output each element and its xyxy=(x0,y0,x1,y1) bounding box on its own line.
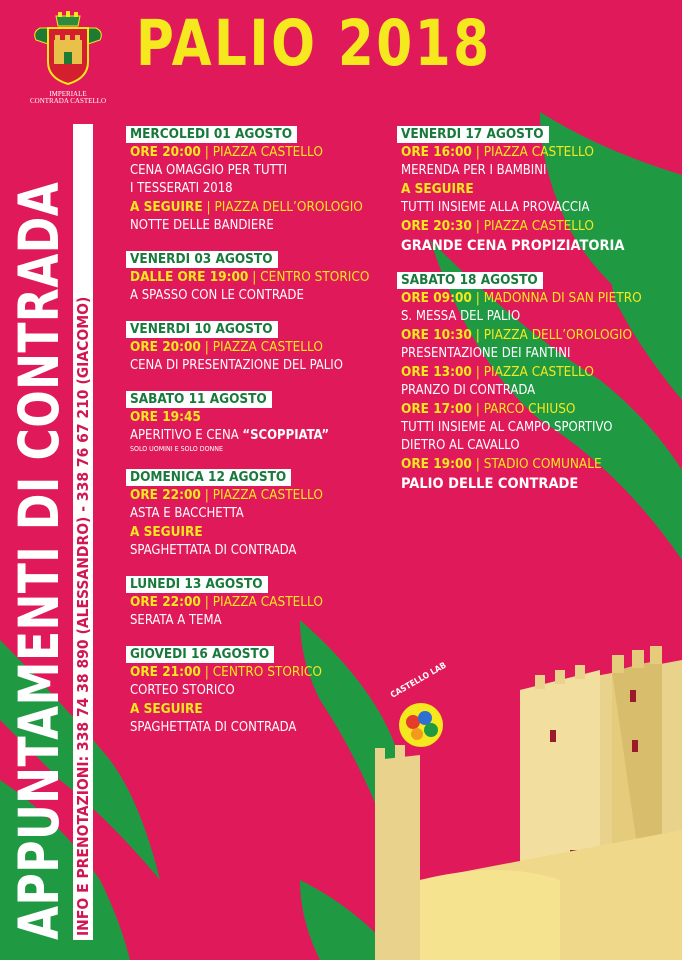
event-description-text: NOTTE DELLE BANDIERE xyxy=(130,218,274,233)
event-description-text: PALIO DELLE CONTRADE xyxy=(401,476,579,492)
spacer xyxy=(130,453,385,466)
event-time: A SEGUIRE xyxy=(130,199,203,215)
event-description-text: APERITIVO E CENA xyxy=(130,428,239,443)
event-place: PARCO CHIUSO xyxy=(483,401,576,417)
event-description xyxy=(130,682,385,700)
event-time: ORE 19:45 xyxy=(130,409,201,425)
event-place: PIAZZA CASTELLO xyxy=(483,364,594,380)
event-block xyxy=(130,305,385,375)
event-time: ORE 20:00 xyxy=(130,339,201,355)
event-description-text: CORTEO STORICO xyxy=(130,683,235,698)
event-block xyxy=(130,375,385,453)
spacer xyxy=(130,375,385,388)
day-header: GIOVEDI 16 AGOSTO xyxy=(126,646,274,663)
event-time: ORE 21:00 xyxy=(130,664,201,680)
event-description-text: DIETRO AL CAVALLO xyxy=(401,438,520,453)
crest-emblem-icon xyxy=(28,10,108,88)
separator: | xyxy=(471,290,484,306)
vertical-banner xyxy=(7,110,120,940)
event-description xyxy=(130,217,385,235)
time-line xyxy=(130,143,385,162)
event-description xyxy=(130,612,385,630)
day-header: VENERDI 17 AGOSTO xyxy=(397,126,549,143)
spacer xyxy=(130,560,385,573)
time-line xyxy=(130,523,385,542)
info-contacts: INFO E PRENOTAZIONI: 338 74 38 890 (ALESSANDRO) - 338 76 67 210 (GIACOMO) xyxy=(73,124,93,940)
day-header: DOMENICA 12 AGOSTO xyxy=(126,469,291,486)
event-place: PIAZZA CASTELLO xyxy=(212,339,323,355)
time-line xyxy=(401,217,676,236)
event-description-text: I TESSERATI 2018 xyxy=(130,181,233,196)
separator: | xyxy=(471,144,484,160)
separator: | xyxy=(471,456,484,472)
day-header: VENERDI 10 AGOSTO xyxy=(126,321,278,338)
time-line xyxy=(130,338,385,357)
event-highlight: “SCOPPIATA” xyxy=(242,428,330,443)
time-line xyxy=(401,363,676,382)
separator: | xyxy=(248,269,261,285)
castello-lab-logo xyxy=(389,660,471,754)
separator: | xyxy=(200,594,213,610)
event-place: CENTRO STORICO xyxy=(212,664,322,680)
event-description xyxy=(130,427,385,445)
event-description-text: TUTTI INSIEME ALLA PROVACCIA xyxy=(401,200,590,215)
day-header: SABATO 18 AGOSTO xyxy=(397,272,543,289)
spacer xyxy=(130,305,385,318)
event-place: PIAZZA CASTELLO xyxy=(212,594,323,610)
event-block xyxy=(130,123,385,235)
time-line xyxy=(130,700,385,719)
separator: | xyxy=(471,401,484,417)
event-place: MADONNA DI SAN PIETRO xyxy=(483,290,642,306)
time-line xyxy=(401,400,676,419)
castello-lab-logo-icon xyxy=(391,690,471,750)
event-description-text: SERATA A TEMA xyxy=(130,613,222,628)
event-time: ORE 10:30 xyxy=(401,327,472,343)
event-place: PIAZZA CASTELLO xyxy=(483,144,594,160)
event-description xyxy=(130,505,385,523)
event-description-text: CENA OMAGGIO PER TUTTI xyxy=(130,163,288,178)
event-description-text: SPAGHETTATA DI CONTRADA xyxy=(130,720,297,735)
event-description-text: S. MESSA DEL PALIO xyxy=(401,309,521,324)
time-line xyxy=(401,326,676,345)
event-time: A SEGUIRE xyxy=(130,701,203,717)
time-line xyxy=(130,486,385,505)
event-description xyxy=(401,419,676,437)
event-description xyxy=(130,719,385,737)
event-description xyxy=(130,162,385,180)
event-block xyxy=(130,560,385,630)
spacer xyxy=(130,630,385,643)
spacer xyxy=(130,235,385,248)
separator: | xyxy=(202,199,215,215)
event-block xyxy=(130,235,385,305)
event-description xyxy=(130,542,385,560)
event-description xyxy=(130,287,385,305)
separator: | xyxy=(200,487,213,503)
time-line xyxy=(401,455,676,474)
event-place: PIAZZA CASTELLO xyxy=(483,218,594,234)
time-line xyxy=(401,180,676,199)
event-description xyxy=(401,382,676,400)
vertical-title: APPUNTAMENTI DI CONTRADA xyxy=(7,181,71,940)
castello-lab-text: CASTELLO LAB xyxy=(389,660,449,701)
event-description xyxy=(130,357,385,375)
event-description-text: TUTTI INSIEME AL CAMPO SPORTIVO xyxy=(401,420,613,435)
event-description-text: A SPASSO CON LE CONTRADE xyxy=(130,288,304,303)
time-line xyxy=(130,198,385,217)
event-description xyxy=(401,474,676,494)
event-description xyxy=(401,236,676,256)
event-description-text: PRESENTAZIONE DEI FANTINI xyxy=(401,346,571,361)
event-time: ORE 22:00 xyxy=(130,594,201,610)
event-place: PIAZZA DELL’OROLOGIO xyxy=(483,327,633,343)
page-title: PALIO 2018 xyxy=(136,7,492,80)
day-header: LUNEDI 13 AGOSTO xyxy=(126,576,268,593)
event-block xyxy=(401,256,676,494)
contrada-crest xyxy=(28,10,108,106)
event-time: ORE 09:00 xyxy=(401,290,472,306)
separator: | xyxy=(200,339,213,355)
event-description-text: GRANDE CENA PROPIZIATORIA xyxy=(401,238,625,254)
separator: | xyxy=(200,144,213,160)
right-schedule-column xyxy=(401,123,676,494)
event-block xyxy=(130,630,385,737)
day-header: MERCOLEDI 01 AGOSTO xyxy=(126,126,297,143)
event-block xyxy=(401,123,676,256)
event-description xyxy=(401,162,676,180)
event-time: ORE 17:00 xyxy=(401,401,472,417)
event-description xyxy=(401,437,676,455)
event-time: DALLE ORE 19:00 xyxy=(130,269,249,285)
event-description-text: SPAGHETTATA DI CONTRADA xyxy=(130,543,297,558)
event-description xyxy=(401,199,676,217)
event-description-text: ASTA E BACCHETTA xyxy=(130,506,244,521)
crest-name-line2: CONTRADA CASTELLO xyxy=(29,97,107,105)
separator: | xyxy=(471,327,484,343)
time-line xyxy=(401,143,676,162)
event-description-text: PRANZO DI CONTRADA xyxy=(401,383,536,398)
event-place: CENTRO STORICO xyxy=(260,269,370,285)
separator: | xyxy=(471,364,484,380)
time-line xyxy=(130,663,385,682)
event-time: ORE 19:00 xyxy=(401,456,472,472)
event-time: ORE 16:00 xyxy=(401,144,472,160)
event-time: ORE 22:00 xyxy=(130,487,201,503)
event-place: PIAZZA CASTELLO xyxy=(212,144,323,160)
time-line xyxy=(130,268,385,287)
separator: | xyxy=(200,664,213,680)
event-place: PIAZZA CASTELLO xyxy=(212,487,323,503)
separator: | xyxy=(471,218,484,234)
event-time: A SEGUIRE xyxy=(401,181,474,197)
event-time: ORE 20:30 xyxy=(401,218,472,234)
event-time: ORE 20:00 xyxy=(130,144,201,160)
day-header: VENERDI 03 AGOSTO xyxy=(126,251,278,268)
time-line xyxy=(130,593,385,612)
event-description xyxy=(401,308,676,326)
event-note: SOLO UOMINI E SOLO DONNE xyxy=(130,445,223,453)
event-time: A SEGUIRE xyxy=(130,524,203,540)
event-place: STADIO COMUNALE xyxy=(483,456,602,472)
event-description xyxy=(130,180,385,198)
spacer xyxy=(401,256,676,269)
event-description-text: CENA DI PRESENTAZIONE DEL PALIO xyxy=(130,358,343,373)
time-line xyxy=(401,289,676,308)
event-description-text: MERENDA PER I BAMBINI xyxy=(401,163,547,178)
event-place: PIAZZA DELL’OROLOGIO xyxy=(214,199,363,215)
time-line xyxy=(130,408,385,427)
event-time: ORE 13:00 xyxy=(401,364,472,380)
crest-name-line1: IMPERIALE xyxy=(49,90,87,98)
event-description xyxy=(401,345,676,363)
day-header: SABATO 11 AGOSTO xyxy=(126,391,272,408)
event-block xyxy=(130,453,385,560)
left-schedule-column xyxy=(130,123,385,737)
